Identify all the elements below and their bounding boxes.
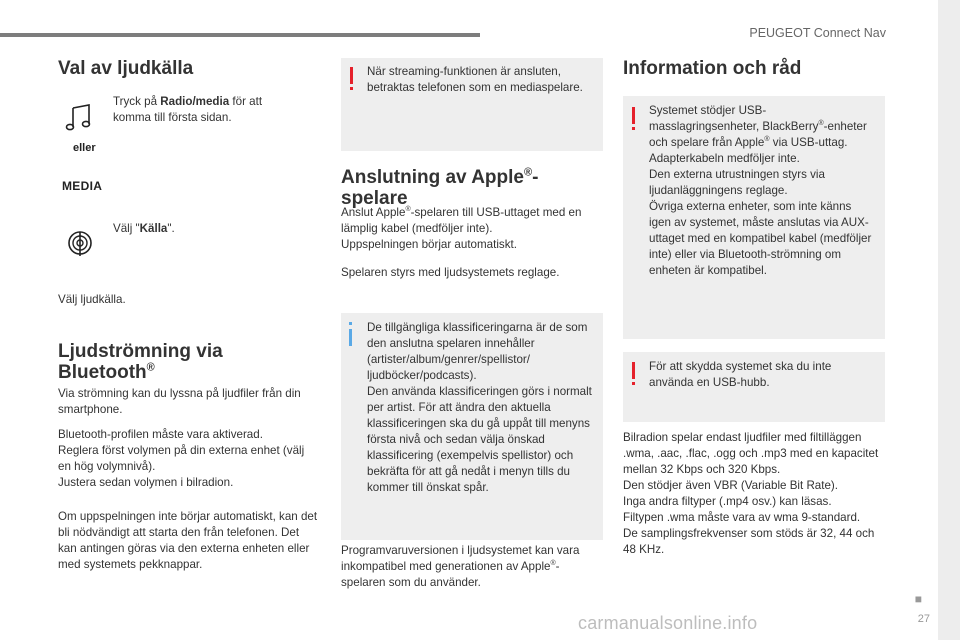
warning-text-usb-hub: För att skydda systemet ska du inte använda en USB-hubb. — [649, 360, 832, 389]
apple-controls-text: Spelaren styrs med ljudsystemets reglage. — [341, 266, 560, 279]
warning-box-streaming — [341, 58, 603, 151]
warning-box-usb-hub — [623, 352, 885, 422]
warning-box-usb-support — [623, 96, 885, 339]
manual-section-label: PEUGEOT Connect Nav — [749, 26, 886, 40]
source-select-icon — [63, 226, 103, 266]
or-label: eller — [73, 142, 96, 154]
music-note-icon — [62, 100, 102, 140]
step-press-radio-media: Tryck på Radio/media för att komma till första sidan. — [113, 95, 263, 124]
media-button-label: MEDIA — [62, 179, 103, 193]
info-icon — [348, 322, 354, 346]
warning-icon — [631, 107, 637, 131]
step-select-source: Välj "Källa". — [113, 222, 175, 235]
section-title-audio-source: Val av ljudkälla — [58, 58, 194, 79]
select-audio-source-text: Välj ljudkälla. — [58, 293, 126, 306]
page-number: 27 — [917, 613, 930, 625]
supported-formats-text: Bilradion spelar endast ljudfiler med filtilläggen .wma, .aac, .flac, .ogg och .mp3 med en kapacitet mellan 32 Kbps och 320 Kbps. Den stödjer även VBR (Variable Bit Rate). Inga andra filtyper (.mp4 osv.) kan läsas. Filtypen .wma måste vara av wma 9-standard. De samplingsfrekvenser som stöds är 32, 44 och 48 KHz. — [623, 431, 879, 556]
apple-connect-text: Anslut Apple®-spelaren till USB-uttaget med en lämplig kabel (medföljer inte). Uppspelningen börjar automatiskt. — [341, 206, 582, 251]
page-edge-strip — [938, 0, 960, 640]
section-title-information: Information och råd — [623, 58, 802, 79]
warning-text-streaming: När streaming-funktionen är ansluten, betraktas telefonen som en mediaspelare. — [367, 65, 583, 94]
site-watermark: carmanualsonline.info — [578, 613, 758, 633]
info-text-classifications: De tillgängliga klassificeringarna är de som den anslutna spelaren innehåller (artister/album/genrer/spellistor/ ljudböcker/podcasts). Den använda klassificeringen görs i normalt per artist. För att ändra den aktuella klassificeringen ska du gå uppåt till menyns första nivå och sedan välja önskad klassificering (exempelvis spellistor) och bekräfta för att gå nedåt i menyn tills du kommer till önskat spår. — [367, 321, 592, 494]
section-title-apple-connection: Anslutning av Apple®- spelare — [341, 166, 539, 209]
bluetooth-autoplay-text: Om uppspelningen inte börjar automatiskt, kan det bli nödvändigt att starta den från telefonen. Det kan antingen göras via den externa enheten eller med systemets pekknappar. — [58, 510, 318, 571]
continue-marker: ■ — [914, 592, 922, 606]
warning-icon — [349, 67, 355, 91]
warning-text-usb-support: Systemet stödjer USB-masslagringsenheter, BlackBerry®-enheter och spelare från Apple® via USB-uttag. Adapterkabeln medföljer inte. Den externa utrustningen styrs via ljudanläggningens reglage. Övriga externa enheter, som inte känns igen av systemet, måste anslutas via AUX-uttaget med en kompatibel kabel (medföljer inte) eller via Bluetooth-strömning om enheten är kompatibel. — [649, 104, 872, 277]
warning-icon — [631, 362, 637, 386]
bluetooth-profile-text: Bluetooth-profilen måste vara aktiverad. Reglera först volymen på din externa enhet (välj en hög volymnivå). Justera sedan volymen i bilradion. — [58, 428, 305, 489]
header-rule — [0, 33, 480, 37]
bluetooth-intro-text: Via strömning kan du lyssna på ljudfiler från din smartphone. — [58, 387, 301, 416]
info-box-classifications — [341, 313, 603, 540]
section-title-bluetooth-streaming: Ljudströmning via Bluetooth® — [58, 341, 223, 383]
firmware-compatibility-text: Programvaruversionen i ljudsystemet kan vara inkompatibel med generationen av Apple®-spelaren som du använder. — [341, 544, 580, 589]
